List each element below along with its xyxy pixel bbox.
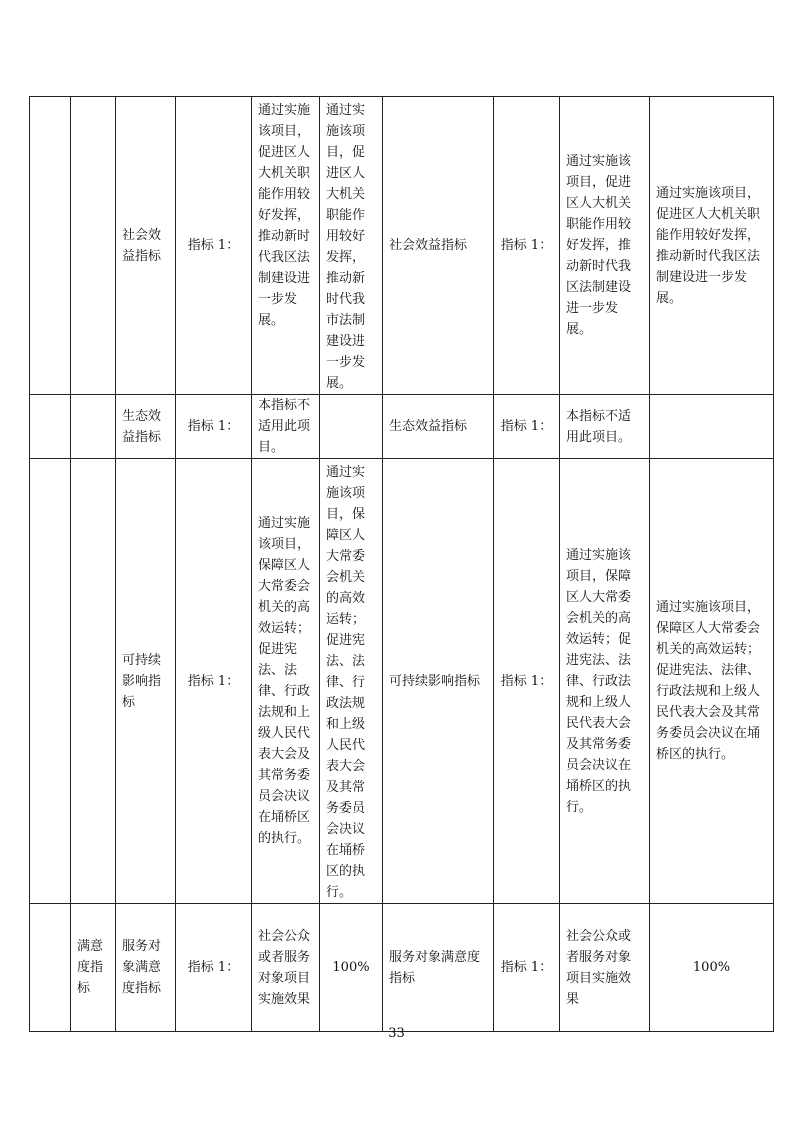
- cell-level3-indicator-2: 生态效益指标: [383, 395, 494, 459]
- cell-indicator-number-2: 指标 1：: [494, 459, 560, 904]
- cell-target-2: 通过实施该项目，促进区人大机关职能作用较好发挥，推动新时代我区法制建设进一步发展。: [560, 97, 650, 395]
- cell-target: 本指标不适用此项目。: [252, 395, 320, 459]
- table-row-eco-benefit: [30, 395, 774, 459]
- cell-actual-2: 通过实施该项目，保障区人大常委会机关的高效运转；促进宪法、法律、行政法规和上级人民代表大会及其常务委员会决议在埇桥区的执行。: [650, 459, 774, 904]
- table-row-sustainability: [30, 459, 774, 904]
- cell-actual-2: 通过实施该项目，促进区人大机关职能作用较好发挥，推动新时代我区法制建设进一步发展。: [650, 97, 774, 395]
- cell-target-2: 本指标不适用此项目。: [560, 395, 650, 459]
- cell-level3-indicator: 生态效益指标: [116, 395, 176, 459]
- cell-level2: [71, 97, 116, 395]
- cell-level2: 满意度指标: [71, 904, 116, 1032]
- cell-level1: [30, 904, 71, 1032]
- cell-indicator-number-2: 指标 1：: [494, 97, 560, 395]
- performance-indicator-table: [29, 96, 774, 1032]
- cell-level2: [71, 459, 116, 904]
- table-row-satisfaction: [30, 904, 774, 1032]
- cell-level3-indicator-2: 社会效益指标: [383, 97, 494, 395]
- cell-level3-indicator: 服务对象满意度指标: [116, 904, 176, 1032]
- cell-actual: [320, 395, 383, 459]
- cell-level3-indicator-2: 服务对象满意度指标: [383, 904, 494, 1032]
- cell-actual: 通过实施该项目，保障区人大常委会机关的高效运转；促进宪法、法律、行政法规和上级人民代表大会及其常务委员会决议在埇桥区的执行。: [320, 459, 383, 904]
- cell-level1: [30, 395, 71, 459]
- cell-target-2: 社会公众或者服务对象项目实施效果: [560, 904, 650, 1032]
- cell-indicator-number-2: 指标 1：: [494, 904, 560, 1032]
- cell-actual-2: [650, 395, 774, 459]
- cell-actual-2: 100%: [650, 904, 774, 1032]
- cell-indicator-number: 指标 1：: [176, 459, 252, 904]
- page-number: 33: [388, 1026, 405, 1041]
- cell-level3-indicator-2: 可持续影响指标: [383, 459, 494, 904]
- cell-target-2: 通过实施该项目，保障区人大常委会机关的高效运转；促进宪法、法律、行政法规和上级人民代表大会及其常务委员会决议在埇桥区的执行。: [560, 459, 650, 904]
- cell-level3-indicator: 社会效益指标: [116, 97, 176, 395]
- table-row-social-benefit: [30, 97, 774, 395]
- cell-indicator-number: 指标 1：: [176, 904, 252, 1032]
- cell-target: 通过实施该项目，促进区人大机关职能作用较好发挥，推动新时代我区法制建设进一步发展。: [252, 97, 320, 395]
- cell-level1: [30, 459, 71, 904]
- cell-target: 社会公众或者服务对象项目实施效果: [252, 904, 320, 1032]
- cell-indicator-number: 指标 1：: [176, 97, 252, 395]
- cell-target: 通过实施该项目，保障区人大常委会机关的高效运转；促进宪法、法律、行政法规和上级人民代表大会及其常务委员会决议在埇桥区的执行。: [252, 459, 320, 904]
- cell-actual: 通过实施该项目，促进区人大机关职能作用较好发挥，推动新时代我市法制建设进一步发展。: [320, 97, 383, 395]
- cell-level3-indicator: 可持续影响指标: [116, 459, 176, 904]
- cell-actual: 100%: [320, 904, 383, 1032]
- cell-level2: [71, 395, 116, 459]
- cell-indicator-number: 指标 1：: [176, 395, 252, 459]
- cell-indicator-number-2: 指标 1：: [494, 395, 560, 459]
- cell-level1: [30, 97, 71, 395]
